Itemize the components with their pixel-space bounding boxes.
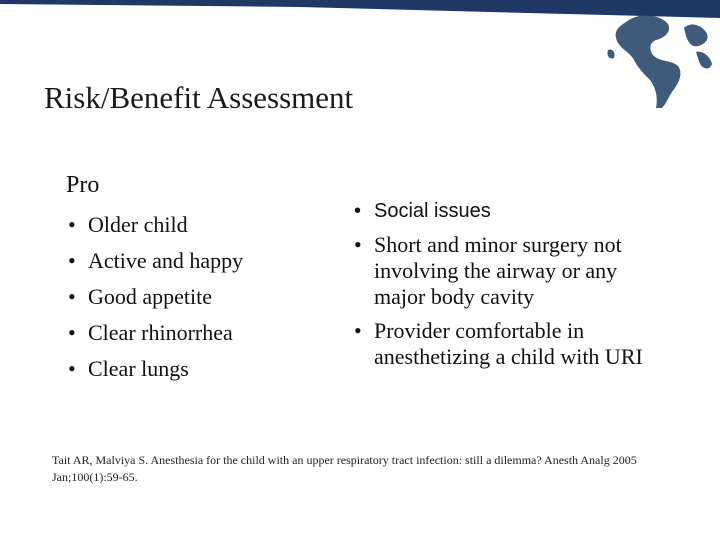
pro-heading: Pro <box>66 172 100 198</box>
bullet-icon: • <box>354 318 362 343</box>
bullet-icon: • <box>68 320 76 345</box>
list-item: • Short and minor surgery not involving the airway or any major body cavity <box>354 232 622 309</box>
bullet-icon: • <box>354 200 362 222</box>
list-item: • Clear lungs <box>68 356 189 381</box>
list-item: • Provider comfortable in anesthetizing a child with URI <box>354 318 643 369</box>
list-item: • Social issues <box>354 200 491 222</box>
bullet-icon: • <box>68 212 76 237</box>
bullet-icon: • <box>68 248 76 273</box>
list-item: • Clear rhinorrhea <box>68 320 233 345</box>
considerations-column <box>352 198 672 378</box>
considerations-list <box>352 198 672 370</box>
list-item: • Older child <box>68 212 188 237</box>
list-item: • Good appetite <box>68 284 213 309</box>
pro-column <box>66 172 326 392</box>
pro-list <box>66 212 326 382</box>
bullet-icon: • <box>68 356 76 381</box>
slide-title: Risk/Benefit Assessment <box>44 80 354 115</box>
bullet-icon: • <box>68 284 76 309</box>
citation: Tait AR, Malviya S. Anesthesia for the child with an upper respiratory tract infection: still a dilemma? Anesth Analg 2005 Jan;100(1):59-65. <box>52 453 637 484</box>
list-item: • Active and happy <box>68 248 244 273</box>
bullet-icon: • <box>354 232 362 257</box>
globe-icon <box>598 4 720 110</box>
